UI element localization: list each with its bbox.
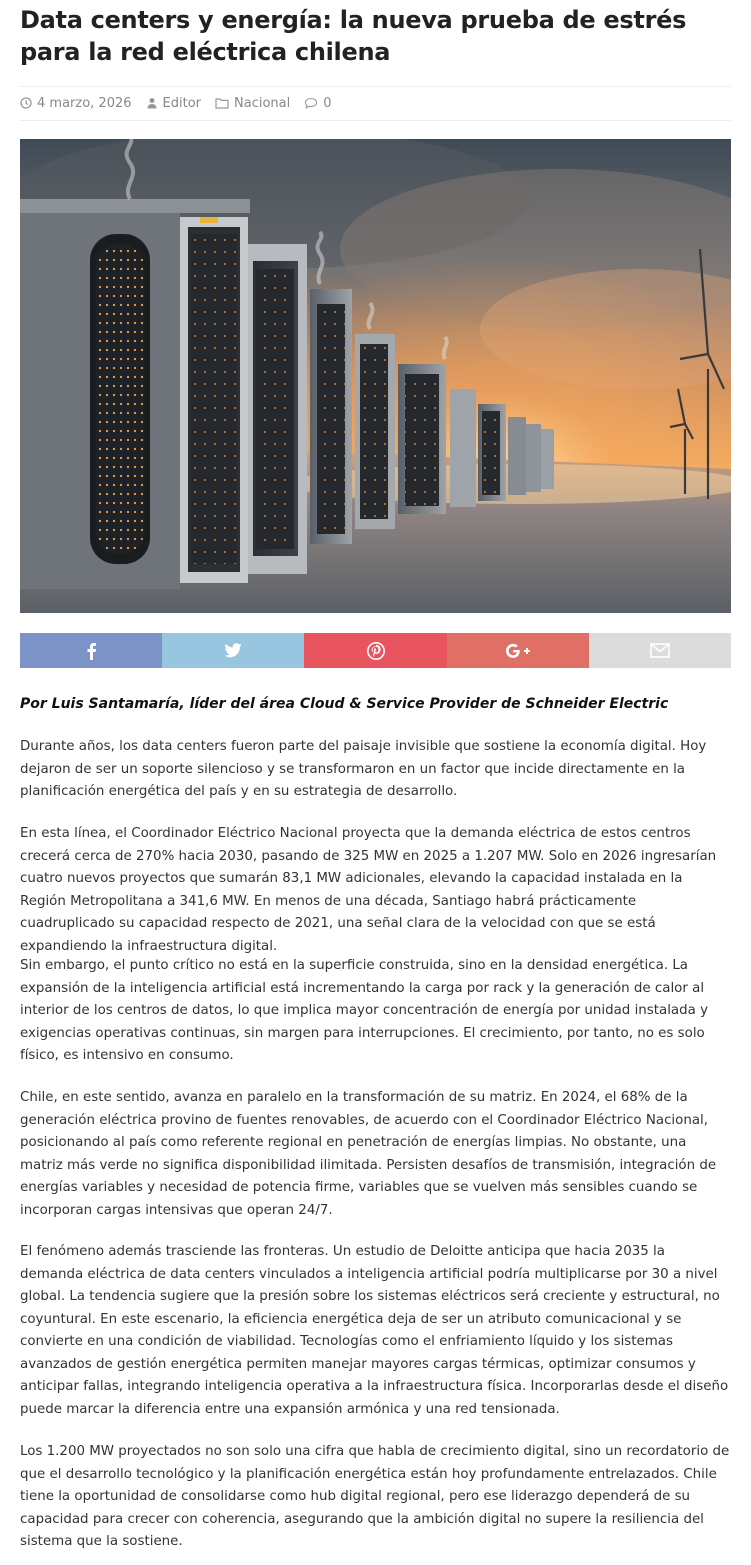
share-email-button[interactable] bbox=[589, 633, 731, 668]
meta-divider-top bbox=[20, 86, 731, 87]
article-paragraph: Sin embargo, el punto crítico no está en la superficie construida, sino en la densidad energética. La expansión de la inteligencia artificial está incrementando la carga por rack y la generación de calor al interior de los centros de datos, lo que implica mayor concentración de energía por unidad instalada y exigencias operativas continuas, sin margen para interrupciones. El crecimiento, por tanto, no es solo físico, es intensivo en consumo. bbox=[20, 958, 709, 1063]
article-paragraph: Durante años, los data centers fueron parte del paisaje invisible que sostiene la economía digital. Hoy dejaron de ser un soporte silencioso y se transformaron en un factor que incide directamente en la planificación energética del país y en su estrategia de desarrollo. bbox=[20, 739, 707, 799]
google-plus-icon bbox=[505, 643, 531, 659]
user-icon bbox=[146, 97, 158, 109]
meta-date[interactable] bbox=[20, 96, 132, 111]
share-bar bbox=[20, 633, 731, 668]
hero-image bbox=[20, 139, 731, 613]
share-pinterest-button[interactable] bbox=[304, 633, 446, 668]
article-paragraph: En esta línea, el Coordinador Eléctrico Nacional proyecta que la demanda eléctrica de estos centros crecerá cerca de 270% hacia 2030, pasando de 325 MW en 2025 a 1.207 MW. Solo en 2026 ingresarían cuatro nuevos proyectos que sumarán 83,1 MW adicionales, elevando la capacidad instalada en la Región Metropolitana a 341,6 MW. En menos de una década, Santiago habrá prácticamente cuadruplicado su capacidad respecto de 2021, una señal clara de la velocidad con que se está expandiendo la infraestructura digital. bbox=[20, 826, 717, 954]
article-paragraph: Los 1.200 MW proyectados no son solo una cifra que habla de crecimiento digital, sino un recordatorio de que el desarrollo tecnológico y la planificación energética están hoy profundamente entrelazados. Chile tiene la oportunidad de consolidarse como hub digital regional, pero ese liderazgo dependerá de su capacidad para crecer con coherencia, asegurando que la ambición digital no supere la resiliencia del sistema que la sostiene. bbox=[20, 1444, 730, 1549]
comment-icon bbox=[304, 97, 318, 109]
datacenter-sunset-image bbox=[20, 139, 731, 613]
share-twitter-button[interactable] bbox=[162, 633, 304, 668]
meta-category[interactable] bbox=[215, 96, 290, 111]
article-title: Data centers y energía: la nueva prueba de estrés para la red eléctrica chilena bbox=[20, 6, 687, 66]
clock-icon bbox=[20, 97, 32, 109]
share-facebook-button[interactable] bbox=[20, 633, 162, 668]
meta-category-text: Nacional bbox=[234, 95, 291, 111]
article-meta bbox=[20, 94, 731, 112]
share-googleplus-button[interactable] bbox=[447, 633, 589, 668]
meta-author[interactable] bbox=[146, 96, 201, 111]
article-byline: Por Luis Santamaría, líder del área Cloud & Service Provider de Schneider Electric bbox=[20, 696, 669, 712]
meta-comments-count: 0 bbox=[323, 95, 332, 111]
pinterest-icon bbox=[367, 642, 385, 660]
facebook-icon bbox=[86, 642, 97, 660]
meta-author-text: Editor bbox=[162, 95, 201, 111]
folder-icon bbox=[215, 97, 229, 109]
twitter-icon bbox=[224, 643, 242, 658]
article-paragraph: El fenómeno además trasciende las fronteras. Un estudio de Deloitte anticipa que hacia 2035 la demanda eléctrica de data centers vinculados a inteligencia artificial podría multiplicarse por 30 a nivel global. La tendencia sugiere que la presión sobre los sistemas eléctricos será creciente y estructural, no coyuntural. En este escenario, la eficiencia energética deja de ser un atributo comunicacional y se convierte en una condición de viabilidad. Tecnologías como el enfriamiento líquido y los sistemas avanzados de gestión energética permiten manejar mayores cargas térmicas, optimizar consumos y anticipar fallas, integrando inteligencia operativa a la infraestructura física. Incorporarlas desde el diseño puede marcar la diferencia entre una expansión armónica y una red tensionada. bbox=[20, 1244, 729, 1417]
meta-date-text: 4 marzo, 2026 bbox=[37, 95, 132, 111]
meta-divider-bottom bbox=[20, 120, 731, 121]
meta-comments[interactable] bbox=[304, 96, 331, 111]
article-paragraph: Chile, en este sentido, avanza en paralelo en la transformación de su matriz. En 2024, el 68% de la generación eléctrica provino de fuentes renovables, de acuerdo con el Coordinador Eléctrico Nacional, posicionando al país como referente regional en penetración de energías limpias. No obstante, una matriz más verde no significa disponibilidad ilimitada. Persisten desafíos de transmisión, integración de energías variables y necesidad de potencia firme, variables que se vuelven más sensibles cuando se incorporan cargas intensivas que operan 24/7. bbox=[20, 1090, 717, 1218]
envelope-icon bbox=[650, 643, 670, 658]
